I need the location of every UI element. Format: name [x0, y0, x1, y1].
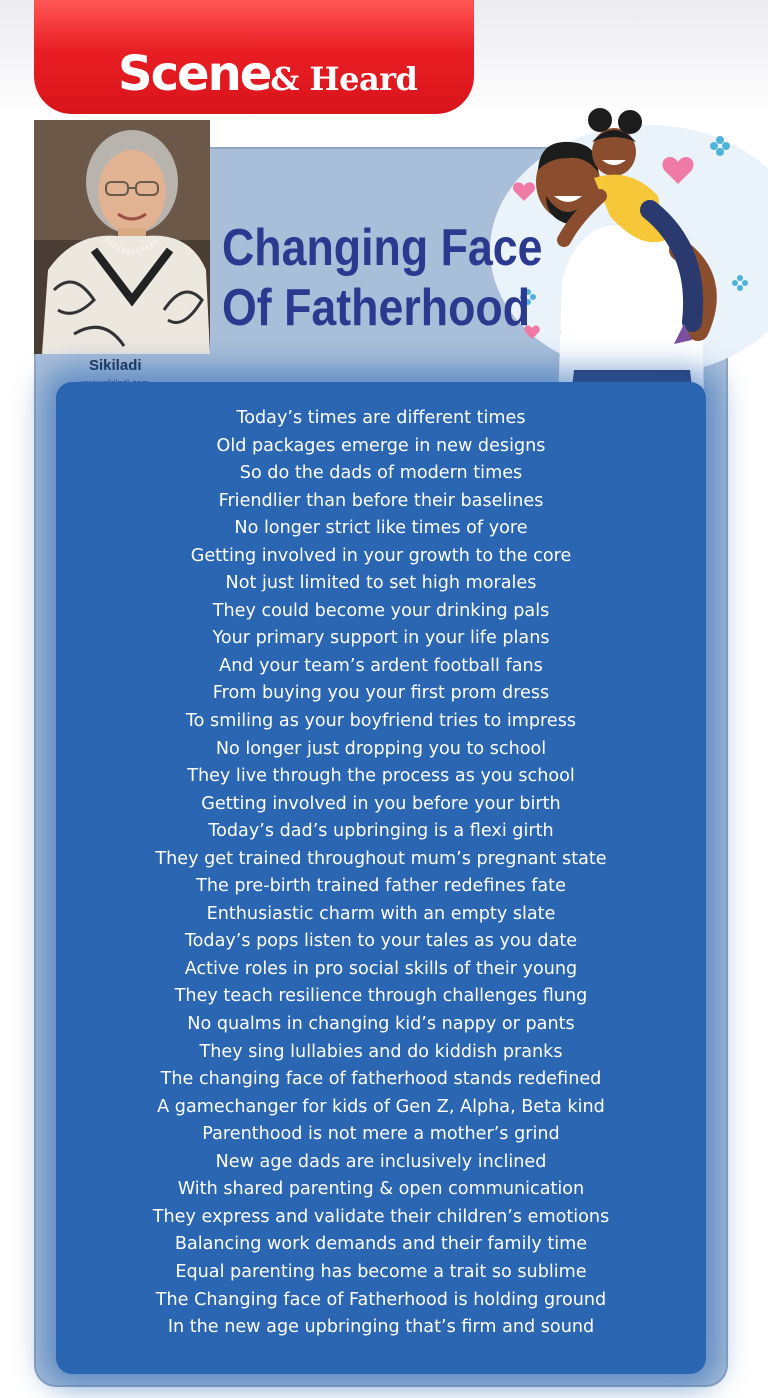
poem-line: With shared parenting & open communication — [177, 1179, 585, 1200]
poem-line: They teach resilience through challenges flung — [174, 986, 588, 1007]
poem-line: New age dads are inclusively inclined — [215, 1151, 547, 1172]
poem-line: A gamechanger for kids of Gen Z, Alpha, Beta kind — [157, 1096, 605, 1117]
poem-line: Balancing work demands and their family time — [174, 1234, 588, 1255]
poem-line: No longer just dropping you to school — [215, 738, 547, 759]
poem-line: The changing face of fatherhood stands redefined — [160, 1069, 602, 1090]
poem-line: Your primary support in your life plans — [212, 628, 550, 649]
poem-line: The pre-birth trained father redefines fate — [196, 876, 566, 897]
poem-body — [56, 405, 706, 1342]
poem-line: Friendlier than before their baselines — [218, 490, 544, 511]
section-title-scene: Scene — [118, 46, 271, 102]
poem-line: No qualms in changing kid’s nappy or pants — [187, 1014, 575, 1035]
poem-line: The Changing face of Fatherhood is holding ground — [155, 1289, 607, 1310]
poem-line: In the new age upbringing that’s firm and sound — [167, 1317, 595, 1338]
poem-line: They express and validate their children’s emotions — [152, 1206, 610, 1227]
poem-line: Not just limited to set high morales — [225, 573, 537, 594]
poem-line: Old packages emerge in new designs — [216, 435, 546, 456]
poem-line: Active roles in pro social skills of their young — [184, 958, 578, 979]
headline-line-1: Changing Face — [222, 219, 543, 277]
headline-line-2: Of Fatherhood — [222, 279, 531, 337]
poem-line: No longer strict like times of yore — [234, 518, 528, 539]
poem-line: And your team’s ardent football fans — [219, 655, 543, 676]
author-portrait-image — [34, 120, 210, 354]
poem-line: Getting involved in you before your birth — [201, 793, 561, 814]
poem-line: They live through the process as you school — [187, 766, 575, 787]
section-title — [118, 46, 417, 102]
poem-line: Today’s dad’s upbringing is a flexi girth — [208, 821, 554, 842]
poem-line: So do the dads of modern times — [239, 463, 523, 484]
poem-line: They sing lullabies and do kiddish pranks — [199, 1041, 563, 1062]
article-headline — [222, 218, 543, 338]
poem-line: They could become your drinking pals — [212, 600, 550, 621]
poem-line: Today’s times are different times — [236, 408, 526, 428]
poem-line: To smiling as your boyfriend tries to impress — [185, 711, 577, 732]
section-title-heard: & Heard — [270, 60, 418, 98]
poem-line: Enthusiastic charm with an empty slate — [206, 903, 556, 924]
poem-line: Equal parenting has become a trait so sublime — [175, 1261, 587, 1282]
poem-line: Today’s pops listen to your tales as you date — [184, 931, 578, 952]
poem-line: From buying you your first prom dress — [212, 683, 550, 704]
poem-line: Getting involved in your growth to the core — [190, 545, 572, 566]
author-photo — [34, 120, 210, 354]
poem-line: Parenthood is not mere a mother’s grind — [202, 1124, 560, 1145]
poem-line: They get trained throughout mum’s pregnant state — [155, 848, 607, 869]
author-name: Sikiladi — [89, 357, 142, 374]
